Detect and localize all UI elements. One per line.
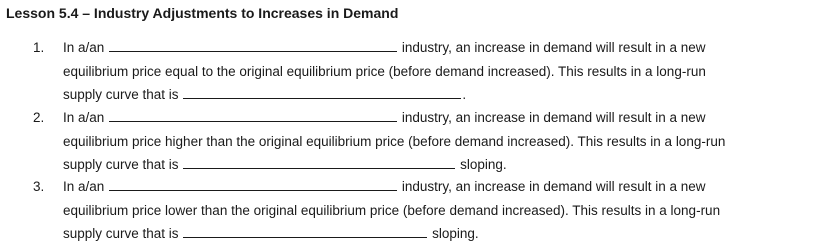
item-number: 1.: [33, 40, 45, 55]
item-line: [63, 130, 725, 154]
item-text: .: [462, 87, 467, 102]
item-text: In a/an: [63, 110, 105, 125]
fill-in-blank[interactable]: [183, 153, 455, 169]
item-text: equilibrium price higher than the original equilibrium price (before demand increased). This results in a long-run: [63, 133, 726, 149]
item-line: [63, 106, 705, 130]
item-text: industry, an increase in demand will result in a new: [401, 179, 706, 194]
item-text: supply curve that is: [63, 226, 179, 241]
fill-in-blank[interactable]: [183, 83, 461, 99]
item-text: equilibrium price equal to the original equilibrium price (before demand increased). This results in a long-run: [63, 63, 706, 79]
item-number: 2.: [33, 110, 45, 125]
item-text: sloping.: [460, 157, 507, 172]
item-text: industry, an increase in demand will result in a new: [401, 110, 706, 125]
fill-in-blank[interactable]: [109, 106, 397, 122]
page-title: Lesson 5.4 – Industry Adjustments to Increases in Demand: [6, 5, 399, 21]
item-text: In a/an: [63, 40, 105, 55]
item-line: [63, 60, 706, 84]
item-text: In a/an: [63, 179, 105, 194]
fill-in-blank[interactable]: [183, 222, 427, 238]
item-text: equilibrium price lower than the original equilibrium price (before demand increased). This results in a long-run: [63, 202, 721, 218]
item-text: supply curve that is: [63, 157, 179, 172]
fill-in-blank[interactable]: [109, 175, 397, 191]
item-line: [63, 175, 705, 199]
item-line: [63, 153, 507, 177]
item-number: 3.: [33, 179, 45, 194]
item-line: [63, 36, 705, 60]
fill-in-blank[interactable]: [109, 36, 397, 52]
item-line: [63, 199, 720, 223]
item-text: supply curve that is: [63, 87, 179, 102]
item-line: [63, 83, 466, 107]
item-text: sloping.: [432, 226, 479, 241]
item-line: [63, 222, 479, 246]
item-text: industry, an increase in demand will result in a new: [401, 40, 706, 55]
